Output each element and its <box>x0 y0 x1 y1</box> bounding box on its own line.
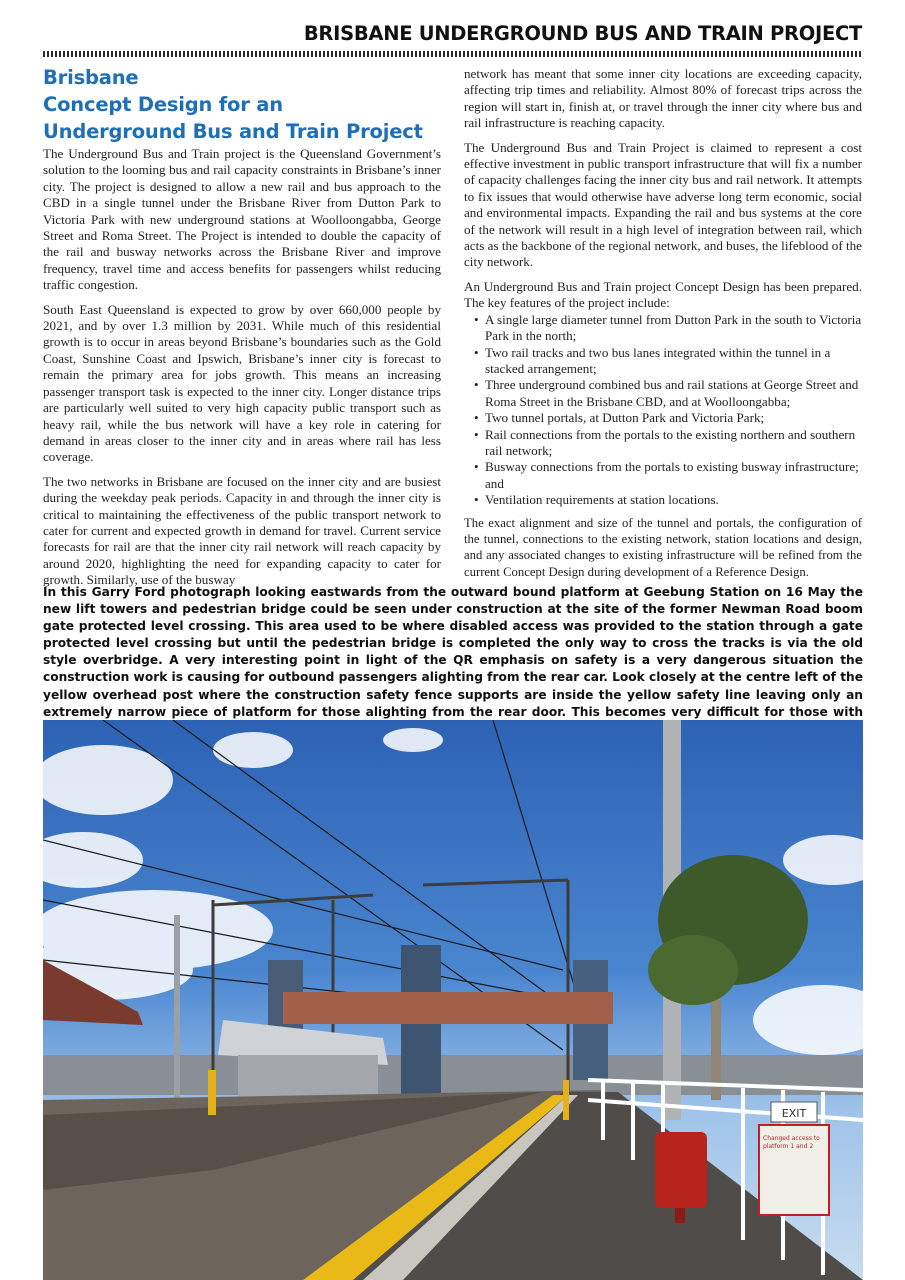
header-dotted-rule <box>43 51 862 57</box>
feature-item: • Two rail tracks and two bus lanes integrated within the tunnel in a stacked arrangement; <box>474 345 862 378</box>
paragraph-alignment: The exact alignment and size of the tunnel and portals, the configuration of the tunnel, connections to the existing network, station locations and design, and any associated changes to existing infrastructure will be refined from the current Concept Design during development of a Reference Design. <box>464 515 862 579</box>
paragraph-capacity: network has meant that some inner city locations are exceeding capacity, affecting trip times and reliability. Almost 80% of forecast trips across the region will start in, finish at, or travel through the inner city where bus and rail infrastructure is reaching capacity. <box>464 66 862 131</box>
feature-item: • Ventilation requirements at station locations. <box>474 492 862 508</box>
feature-item: • Two tunnel portals, at Dutton Park and Victoria Park; <box>474 410 862 426</box>
station-photograph <box>43 720 863 1280</box>
feature-item: • Rail connections from the portals to the existing northern and southern rail network; <box>474 427 862 460</box>
photo-illustration <box>43 720 863 1280</box>
article-column-left <box>43 64 441 597</box>
pedestrian-bridge <box>283 992 613 1024</box>
exit-sign-text: EXIT <box>781 1107 807 1120</box>
notice-line-2: platform 1 and 2 <box>763 1143 814 1150</box>
feature-list <box>464 312 862 509</box>
distant-buildings <box>43 1055 863 1095</box>
paragraph-networks: The two networks in Brisbane are focused on the inner city and are busiest during the weekday peak periods. Capacity in and through the inner city is critical to maintaining the effectiveness of the public transport network to cater for current and expected growth in demand for travel. Current service forecasts for rail are that the inner city rail network will reach capacity by around 2020, highlighting the need for expanding capacity to cater for growth. Similarly, use of the busway <box>43 473 441 588</box>
article-title-line-1: Brisbane <box>43 66 139 89</box>
paragraph-investment: The Underground Bus and Train Project is claimed to represent a cost effective investment in public transport infrastructure that will fix a number of capacity challenges facing the inner city bus and rail network. It attempts to fix issues that would otherwise have adverse long term economic, social and environmental impacts. Expanding the rail and bus systems at the core of the network will result in a high level of integration between rail, which acts as the backbone of the regional network, and buses, the lifeblood of the city network. <box>464 139 862 270</box>
article-column-right <box>464 66 862 588</box>
paragraph-growth: South East Queensland is expected to grow by over 660,000 people by 2021, and by over 1.3 million by 2031. While much of this residential growth is to occur in areas beyond Brisbane’s boundaries such as the Gold Coast, Sunshine Coast and Ipswich, Brisbane’s inner city is forecast to remain the primary area for jobs growth. This means an increasing passenger transport task is expected to the inner city. Longer distance trips are particularly well suited to very high capacity public transport such as heavy rail, while the bus network will have a key role in catering for demand in areas closer to the inner city and in areas where rail has less coverage. <box>43 301 441 465</box>
feature-item: • Busway connections from the portals to existing busway infrastructure; and <box>474 459 862 492</box>
yellow-overhead-post <box>563 1080 569 1120</box>
feature-item: • A single large diameter tunnel from Dutton Park in the south to Victoria Park in the north; <box>474 312 862 345</box>
station-shelter <box>238 1055 378 1100</box>
light-pole <box>174 915 180 1115</box>
rubbish-bin <box>655 1132 707 1208</box>
article-title-line-2: Concept Design for an <box>43 93 283 116</box>
page-header-title: BRISBANE UNDERGROUND BUS AND TRAIN PROJECT <box>303 22 862 45</box>
feature-item: • Three underground combined bus and rail stations at George Street and Roma Street in the Brisbane CBD, and at Woolloongabba; <box>474 377 862 410</box>
yellow-post-left <box>208 1070 216 1115</box>
paragraph-intro: The Underground Bus and Train project is the Queensland Government’s solution to the looming bus and rail capacity constraints in Brisbane’s inner city. The project is designed to allow a new rail and bus approach to the CBD in a single tunnel under the Brisbane River from Dutton Park to Victoria Park with new underground stations at Woolloongabba, George Street and Roma Street. The Project is intended to double the capacity of the rail and busway networks across the Brisbane River and improve frequency, travel time and access benefits for passengers whilst reducing traffic congestion. <box>43 146 441 293</box>
paragraph-concept-intro: An Underground Bus and Train project Concept Design has been prepared. The key features of the project include: <box>464 278 862 311</box>
notice-line-1: Changed access to <box>763 1135 820 1142</box>
bin-post <box>675 1208 685 1223</box>
article-title <box>43 64 441 145</box>
photo-caption: In this Garry Ford photograph looking eastwards from the outward bound platform at Geebung Station on 16 May the new lift towers and pedestrian bridge could be seen under construction at the site of the former Newman Road boom gate protected level crossing. This area used to be where disabled access was provided to the station through a gate protected level crossing but until the pedestrian bridge is completed the only way to cross the tracks is via the old style overbridge. A very interesting point in light of the QR emphasis on safety is a very dangerous situation the construction work is causing for outbound passengers alighting from the rear car. Look closely at the centre left of the yellow overhead post where the construction safety fence supports are inside the yellow safety line leaving only an extremely narrow piece of platform for those alighting from the rear door. This becomes very difficult for those with <box>43 585 863 719</box>
article-title-line-3: Underground Bus and Train Project <box>43 120 423 143</box>
